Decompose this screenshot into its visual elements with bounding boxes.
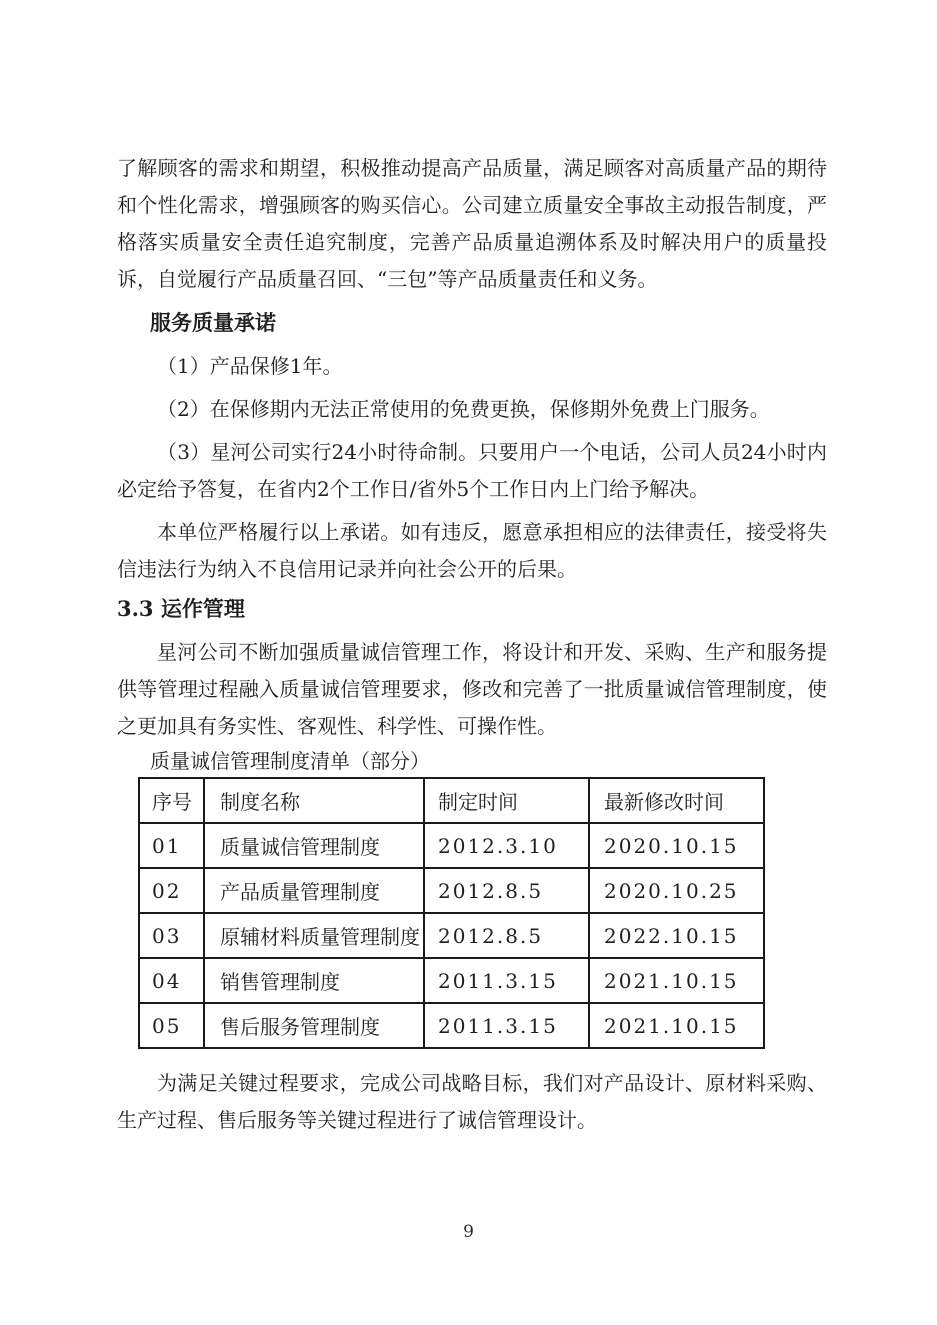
table-cell-modified-date: 2022.10.15	[589, 913, 764, 958]
commitment-paragraph: 本单位严格履行以上承诺。如有违反，愿意承担相应的法律责任，接受将失信违法行为纳入不良信用记录并向社会公开的后果。	[117, 520, 827, 581]
table-row	[139, 913, 764, 958]
table-header-cell-created-date: 制定时间	[424, 778, 589, 823]
table-row	[139, 958, 764, 1003]
table-cell-system-name: 原辅材料质量管理制度	[204, 913, 424, 958]
table-cell-created-date: 2012.8.5	[424, 868, 589, 913]
table-caption: 质量诚信管理制度清单（部分）	[150, 749, 430, 773]
warranty-item-2: （2）在保修期内无法正常使用的免费更换，保修期外免费上门服务。	[157, 397, 770, 421]
table-header-cell-system-name: 制度名称	[204, 778, 424, 823]
service-quality-heading: 服务质量承诺	[150, 310, 276, 335]
integrity-system-table	[138, 777, 765, 1049]
table-cell-index: 05	[139, 1003, 204, 1048]
table-cell-created-date: 2011.3.15	[424, 958, 589, 1003]
table-cell-index: 04	[139, 958, 204, 1003]
table-cell-created-date: 2011.3.15	[424, 1003, 589, 1048]
page-number: 9	[463, 1222, 474, 1242]
table-cell-system-name: 产品质量管理制度	[204, 868, 424, 913]
intro-paragraph: 了解顾客的需求和期望，积极推动提高产品质量，满足顾客对高质量产品的期待和个性化需求，增强顾客的购买信心。公司建立质量安全事故主动报告制度，严格落实质量安全责任追究制度，完善产品质量追溯体系及时解决用户的质量投诉，自觉履行产品质量召回、“三包”等产品质量责任和义务。	[117, 156, 827, 291]
table-row	[139, 1003, 764, 1048]
operations-paragraph: 星河公司不断加强质量诚信管理工作，将设计和开发、采购、生产和服务提供等管理过程融入质量诚信管理要求，修改和完善了一批质量诚信管理制度，使之更加具有务实性、客观性、科学性、可操作性。	[117, 640, 827, 738]
table-cell-modified-date: 2020.10.15	[589, 823, 764, 868]
table-header-cell-modified-date: 最新修改时间	[589, 778, 764, 823]
table-cell-system-name: 质量诚信管理制度	[204, 823, 424, 868]
table-row	[139, 868, 764, 913]
table-cell-modified-date: 2020.10.25	[589, 868, 764, 913]
table-cell-system-name: 售后服务管理制度	[204, 1003, 424, 1048]
table-cell-system-name: 销售管理制度	[204, 958, 424, 1003]
table-cell-created-date: 2012.3.10	[424, 823, 589, 868]
table-row	[139, 823, 764, 868]
table-cell-modified-date: 2021.10.15	[589, 1003, 764, 1048]
table-cell-modified-date: 2021.10.15	[589, 958, 764, 1003]
table-cell-index: 01	[139, 823, 204, 868]
closing-paragraph: 为满足关键过程要求，完成公司战略目标，我们对产品设计、原材料采购、生产过程、售后服务等关键过程进行了诚信管理设计。	[117, 1071, 827, 1132]
table-cell-index: 03	[139, 913, 204, 958]
section-heading-operations: 3.3 运作管理	[117, 596, 245, 621]
table-header-row	[139, 778, 764, 823]
table-cell-created-date: 2012.8.5	[424, 913, 589, 958]
table-header-cell-index: 序号	[139, 778, 204, 823]
warranty-item-1: （1）产品保修1年。	[157, 354, 343, 378]
warranty-item-3: （3）星河公司实行24小时待命制。只要用户一个电话，公司人员24小时内必定给予答复，在省内2个工作日/省外5个工作日内上门给予解决。	[117, 440, 827, 501]
table-cell-index: 02	[139, 868, 204, 913]
